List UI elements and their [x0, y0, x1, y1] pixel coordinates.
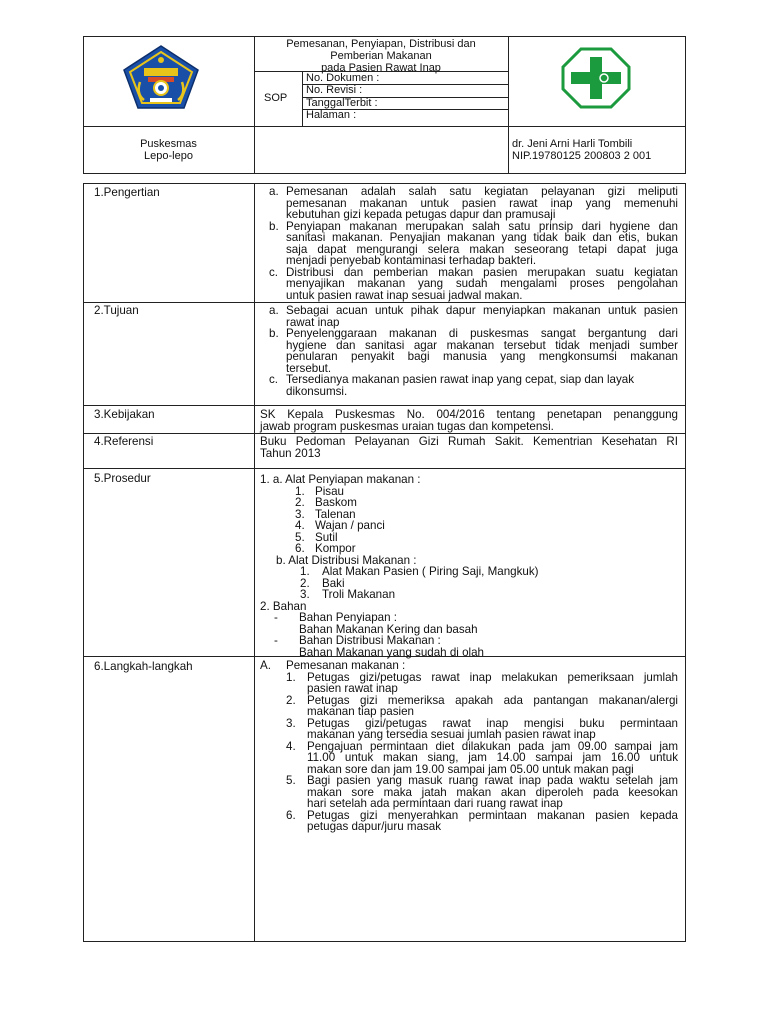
line: SK Kepala Puskesmas No. 004/2016 tentang penetapan penanggung — [260, 408, 678, 421]
list-marker: 1. — [300, 565, 310, 578]
row-label-tujuan: 2.Tujuan — [94, 304, 139, 317]
list-marker: 1. — [286, 670, 296, 684]
tujuan-content — [260, 305, 678, 397]
line: Bagi pasien yang masuk ruang rawat inap pada waktu setelah jam — [307, 774, 678, 787]
list-item — [260, 543, 678, 555]
doc-field-number: No. Dokumen : — [306, 72, 380, 84]
line: kebutuhan gizi kepada petugas dapur dan pramusaji — [286, 208, 556, 221]
section-marker: A. — [260, 659, 271, 672]
list-marker: 1. — [295, 484, 305, 498]
sub-item-text: Bahan Makanan yang sudah di olah — [299, 645, 484, 659]
kebijakan-content — [260, 409, 678, 432]
section-heading — [260, 660, 678, 672]
list-marker: c. — [269, 265, 279, 279]
line: Buku Pedoman Pelayanan Gizi Rumah Sakit. Kementrian Kesehatan RI — [260, 435, 678, 448]
list-item — [260, 810, 678, 833]
regional-emblem-logo — [122, 44, 200, 110]
list-item — [260, 718, 678, 741]
list-item — [260, 186, 678, 221]
section-title: Pemesanan makanan : — [286, 659, 406, 672]
list-item — [260, 635, 678, 647]
referensi-content — [260, 436, 678, 459]
list-item — [260, 374, 678, 397]
line: Petugas gizi menyerahkan permintaan makanan pasien kepada — [307, 808, 678, 822]
bahan-title: 2. Bahan — [260, 599, 307, 613]
prosedur-content — [260, 474, 678, 658]
list-item — [260, 305, 678, 328]
list-item — [260, 267, 678, 302]
doc-field-publish-date: TanggalTerbit : — [306, 97, 378, 109]
list-marker: - — [274, 634, 278, 647]
item-text: Kompor — [315, 542, 356, 555]
puskesmas-cross-logo — [561, 47, 631, 109]
organization-line-1: Puskesmas — [140, 138, 197, 150]
item-text: Alat Makan Pasien ( Piring Saji, Mangkuk) — [322, 565, 539, 578]
line: Tahun 2013 — [260, 446, 321, 460]
line: Petugas gizi/petugas rawat inap mengisi buku permintaan — [307, 716, 678, 730]
line: dikonsumsi. — [286, 384, 348, 398]
line: untuk pasien rawat inap sesuai jadwal makan. — [286, 288, 523, 302]
line: sanitasi makanan. Penyajian makanan yang tidak baik dan etis, bukan — [286, 231, 678, 244]
item-text: Baki — [322, 576, 345, 590]
doc-field-page: Halaman : — [306, 109, 357, 121]
list-marker: b. — [269, 327, 279, 340]
line: Petugas gizi memeriksa apakah ada pantangan makanan/alergi — [307, 693, 678, 707]
list-item — [260, 221, 678, 267]
list-marker: 5. — [286, 774, 296, 787]
row-label-pengertian: 1.Pengertian — [94, 186, 160, 199]
line: makan sore dan jam 19.00 sampai jam 05.00 untuk makan pagi — [307, 762, 634, 776]
signer-nip: NIP.19780125 200803 2 001 — [512, 150, 652, 162]
item-text: Wajan / panci — [315, 519, 385, 532]
sop-title-line-2: Pemberian Makanan — [330, 50, 432, 62]
item-text: Troli Makanan — [322, 588, 396, 601]
line: Penyelenggaraan makanan di puskesmas sangat bergantung dari — [286, 327, 678, 340]
list-marker: 2. — [286, 693, 296, 707]
list-marker: 4. — [295, 519, 305, 532]
list-marker: c. — [269, 373, 279, 386]
row-label-kebijakan: 3.Kebijakan — [94, 408, 155, 421]
prosedur-a-title: 1. a. Alat Penyiapan makanan : — [260, 473, 421, 486]
line: 11.00 untuk makan siang, jam 14.00 sampai jam 16.00 untuk — [307, 751, 678, 764]
line: menjadi penyebab kontaminasi terhadap bakteri. — [286, 254, 537, 267]
item-text: Baskom — [315, 496, 357, 509]
list-marker: 2. — [295, 496, 305, 509]
line: hari setelah ada permintaan dari ruang rawat inap — [307, 797, 563, 810]
line: makanan yang tersedia sesuai jumlah pasien rawat inap — [307, 728, 596, 741]
list-marker: 6. — [295, 542, 305, 555]
list-item — [260, 672, 678, 695]
line: Distribusi dan pemberian makan pasien merupakan suatu kegiatan — [286, 265, 678, 279]
organization-name — [83, 138, 254, 162]
row-label-prosedur: 5.Prosedur — [94, 472, 151, 485]
sop-label: SOP — [264, 92, 288, 104]
list-marker: 3. — [286, 716, 296, 730]
sop-title — [254, 38, 508, 74]
list-marker: 3. — [295, 507, 305, 521]
line: Petugas gizi/petugas rawat inap melakukan pemeriksaan jumlah — [307, 670, 678, 684]
sop-title-line-1: Pemesanan, Penyiapan, Distribusi dan — [286, 38, 476, 50]
line: makan sore maka jatah makan akan diperoleh pada keesokan — [307, 785, 678, 799]
list-item — [260, 328, 678, 374]
list-marker: a. — [269, 304, 279, 317]
row-label-langkah: 6.Langkah-langkah — [94, 660, 193, 673]
line: petugas dapur/juru masak — [307, 820, 442, 833]
list-marker: 4. — [286, 739, 296, 753]
line: makanan tiap pasien — [307, 705, 414, 718]
sop-title-line-3: pada Pasien Rawat Inap — [321, 62, 441, 74]
list-marker: - — [274, 611, 278, 624]
list-marker: 5. — [295, 530, 305, 544]
list-marker: a. — [269, 185, 279, 198]
signer-name: dr. Jeni Arni Harli Tombili — [512, 138, 633, 150]
line: pasien rawat inap — [307, 682, 398, 695]
line: pemesanan makanan untuk pasien rawat inap yang memenuhi — [286, 196, 678, 210]
list-item — [260, 589, 678, 601]
item-text: Pisau — [315, 484, 345, 498]
line: tersebut. — [286, 361, 332, 375]
organization-line-2: Lepo-lepo — [144, 150, 193, 162]
item-text: Bahan Distribusi Makanan : — [299, 634, 441, 647]
item-text: Talenan — [315, 507, 356, 521]
line: menyajikan makanan yang sudah mengalami proses pengolahan — [286, 277, 678, 290]
line: Pengajuan permintaan diet dilakukan pada jam 09.00 sampai jam — [307, 739, 678, 753]
list-marker: 6. — [286, 808, 296, 822]
line: Penyiapan makanan merupakan salah satu prinsip dari hygiene dan — [286, 219, 678, 233]
line: hygiene dan sanitasi agar makanan tersebut tidak menjadi sumber — [286, 338, 678, 352]
prosedur-b-title: b. Alat Distribusi Makanan : — [276, 553, 417, 567]
doc-field-revision: No. Revisi : — [306, 84, 363, 96]
list-item — [260, 741, 678, 776]
item-text: Sutil — [315, 530, 338, 544]
line: rawat inap — [286, 315, 340, 329]
pengertian-content — [260, 186, 678, 301]
list-marker: 2. — [300, 576, 310, 590]
sub-item-text: Bahan Makanan Kering dan basah — [299, 622, 478, 636]
langkah-content — [260, 660, 678, 833]
line: penularan penyakit bagi manusia yang mengkonsumsi makanan — [286, 350, 678, 363]
list-item — [260, 695, 678, 718]
row-label-referensi: 4.Referensi — [94, 435, 154, 448]
list-item — [260, 612, 678, 624]
line: Tersedianya makanan pasien rawat inap yang cepat, siap dan layak — [286, 373, 635, 386]
line: Sebagai acuan untuk pihak dapur menyiapkan makanan untuk pasien — [286, 304, 678, 317]
list-item — [260, 775, 678, 810]
line: jawab program puskesmas uraian tugas dan kompetensi. — [260, 419, 554, 433]
line: Pemesanan adalah salah satu kegiatan pelayanan gizi meliputi — [286, 185, 678, 198]
line: saja dapat mengurangi selera makan seseorang tetapi dapat juga — [286, 242, 678, 256]
list-marker: 3. — [300, 588, 310, 601]
list-marker: b. — [269, 219, 279, 233]
item-text: Bahan Penyiapan : — [299, 611, 397, 624]
